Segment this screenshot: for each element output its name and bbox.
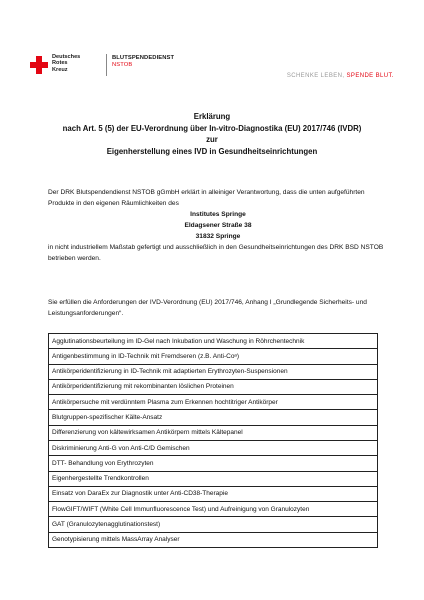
product-cell: Antikörperidentifizierung mit rekombinanten löslichen Proteinen [49,379,378,394]
intro-paragraph: Der DRK Blutspendendienst NSTOB gGmbH erklärt in alleiniger Verantwortung, dass die unten aufgeführten Produkte in den eigenen Räumlichkeiten des [48,189,365,207]
table-row [49,456,378,471]
product-cell: Antikörperidentifizierung in ID-Technik mit adaptierten Erythrozyten-Suspensionen [49,364,378,379]
slogan-part-2: SPENDE BLUT. [346,73,394,79]
slogan-part-1: SCHENKE LEBEN, [286,73,345,79]
product-cell: Diskriminierung Anti-G von Anti-C/D Gemischen [49,440,378,455]
product-cell: Antikörpersuche mit verdünntem Plasma zum Erkennen hochtitriger Antikörper [49,395,378,410]
title-line-4: Eigenherstellung eines IVD in Gesundheitseinrichtungen [106,146,318,156]
continuation-paragraph: in nicht industriellem Maßstab gefertigt und ausschließlich in den Gesundheitseinrichtungen des DRK BSD NSTOB betrieben werden. [48,244,384,262]
product-cell: Einsatz von DaraEx zur Diagnostik unter Anti-CD38-Therapie [49,486,378,501]
service-sub-text: NSTOB [112,62,133,68]
product-cell: Differenzierung von kältewirksamen Antikörpern mittels Kältepanel [49,425,378,440]
table-row [49,395,378,410]
slogan [287,73,394,79]
title-line-1: Erklärung [193,112,231,121]
product-cell: Agglutinationsbeurteilung im ID-Gel nach Inkubation und Waschung in Röhrchentechnik [49,334,378,349]
table-row [49,486,378,501]
document-title [0,111,424,157]
logo-org-name [52,54,80,73]
table-row [49,517,378,532]
logo-org-line-2: Rotes [52,60,68,67]
table-row [49,379,378,394]
table-row [49,471,378,486]
table-row [49,410,378,425]
product-cell: Antigenbestimmung in ID-Technik mit Fremdseren (z.B. Anti-Coᵃ) [49,349,378,364]
table-row [49,502,378,517]
logo-service-name [112,55,174,69]
table-row [49,425,378,440]
product-cell: Genotypisierung mittels MassArray Analyser [49,532,378,547]
product-cell: DTT- Behandlung von Erythrozyten [49,456,378,471]
product-cell: Blutgruppen-spezifischer Kälte-Ansatz [49,410,378,425]
red-cross-logo-icon [30,56,48,74]
address-line-3: 31832 Springe [195,233,241,240]
service-name-text: BLUTSPENDEDIENST [112,55,175,61]
logo-divider [106,54,107,76]
letterhead [30,54,400,84]
title-line-2: nach Art. 5 (5) der EU-Verordnung über In-vitro-Diagnostika (EU) 2017/746 (IVDR) [62,123,362,133]
logo-org-line-1: Deutsches [52,54,81,60]
table-row [49,364,378,379]
products-table [48,333,378,548]
address-line-1: Institutes Springe [190,211,246,218]
title-line-3: zur [206,135,218,144]
requirements-paragraph: Sie erfüllen die Anforderungen der IVD-Verordnung (EU) 2017/746, Anhang I „Grundlegende Sicherheits- und Leistungsanforderungen“. [48,299,367,317]
table-row [49,349,378,364]
address-line-2: Eldagsener Straße 38 [184,222,252,229]
product-cell: FlowGIFT/WIFT (White Cell Immunfluorescence Test) und Aufreinigung von Granulozyten [49,502,378,517]
table-row [49,334,378,349]
table-row [49,532,378,547]
product-cell: Eigenhergestellte Trendkontrollen [49,471,378,486]
product-cell: GAT (Granulozytenagglutinationstest) [49,517,378,532]
declaration-text [48,187,388,264]
logo-org-line-3: Kreuz [52,66,68,73]
table-row [49,440,378,455]
